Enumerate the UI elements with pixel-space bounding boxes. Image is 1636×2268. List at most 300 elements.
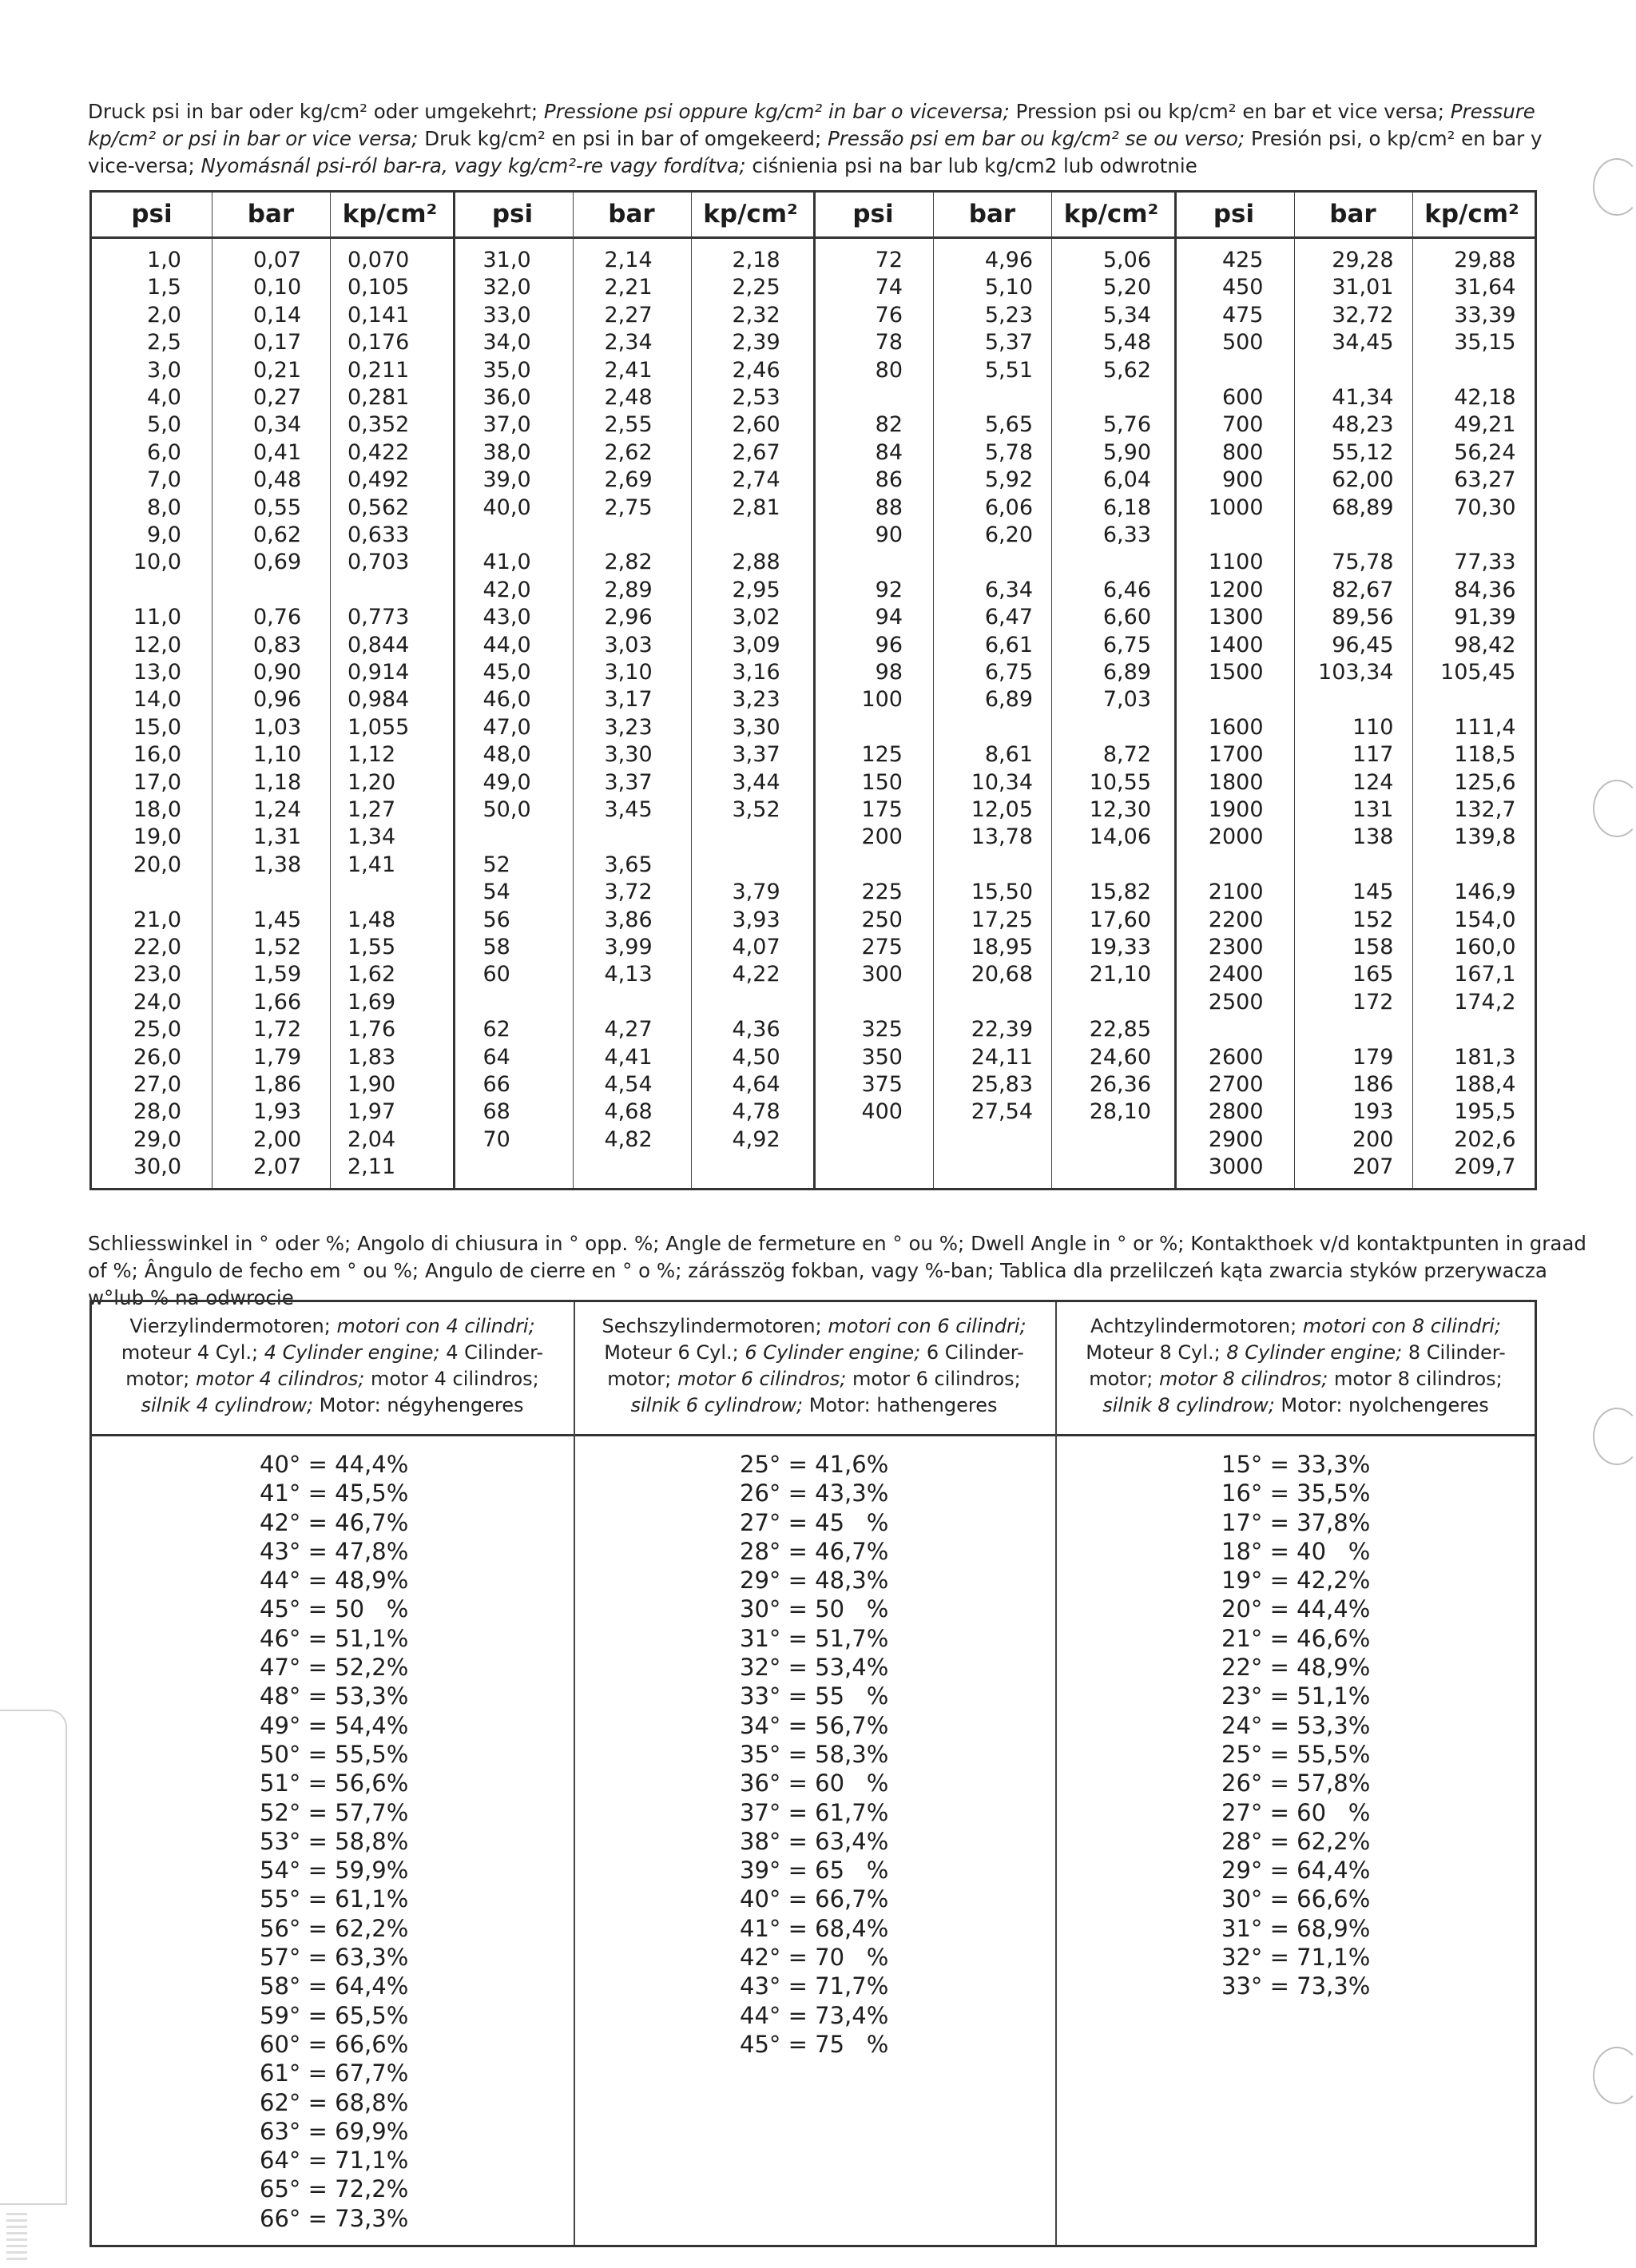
cylinder-column-header (590, 1313, 1038, 1419)
dwell-value: 48° = 53,3% (260, 1682, 409, 1710)
dwell-value: 28° = 46,7% (740, 1537, 889, 1565)
table-cell-psi: 46,0 (482, 687, 531, 713)
dwell-value: 27° = 60 % (1221, 1798, 1371, 1826)
dwell-value: 42° = 46,7% (260, 1508, 409, 1536)
table-cell-bar: 200 (1352, 1126, 1394, 1152)
table-cell-bar: 103,34 (1318, 660, 1394, 685)
table-cell-kpcm2: 1,69 (347, 989, 396, 1015)
text-segment: 6 Cilinder-motor; (607, 1341, 1024, 1390)
table-cell-bar: 2,69 (604, 467, 653, 493)
table-cell-bar: 138 (1352, 824, 1394, 850)
table-cell-bar: 3,65 (604, 852, 653, 877)
dwell-value: 54° = 59,9% (260, 1857, 409, 1885)
text-segment: Nyomásnál psi-ról bar-ra, vagy kg/cm²-re vagy fordítva; (201, 153, 752, 177)
column-header: bar (608, 200, 655, 228)
dwell-value: 21° = 46,6% (1221, 1624, 1371, 1652)
table-cell-kpcm2: 70,30 (1454, 495, 1516, 520)
table-cell-bar: 6,75 (984, 660, 1033, 685)
table-cell-bar: 0,34 (253, 412, 302, 438)
table-cell-kpcm2: 105,45 (1440, 660, 1516, 685)
table-cell-bar: 3,17 (604, 687, 653, 713)
table-cell-psi: 80 (875, 357, 903, 383)
dwell-value: 61° = 67,7% (260, 2059, 409, 2087)
table-cell-psi: 40,0 (482, 495, 531, 520)
table-cell-kpcm2: 0,914 (347, 660, 410, 685)
text-segment: 8 Cylinder engine; (1226, 1341, 1403, 1364)
table-cell-kpcm2: 4,64 (732, 1072, 780, 1097)
table-cell-bar: 6,61 (984, 632, 1033, 657)
dwell-value-list (740, 1450, 915, 2059)
table-cell-kpcm2: 195,5 (1454, 1099, 1516, 1125)
table-cell-kpcm2: 2,18 (732, 248, 780, 272)
dwell-value: 27° = 45 % (740, 1508, 889, 1536)
table-cell-kpcm2: 1,055 (347, 714, 410, 740)
dwell-value: 47° = 52,2% (260, 1654, 409, 1682)
table-cell-psi: 13,0 (133, 660, 181, 685)
dwell-value: 41° = 45,5% (260, 1480, 409, 1507)
text-segment: Druk kg/cm² en psi in bar of omgekeerd; (424, 126, 828, 150)
table-cell-kpcm2: 3,93 (732, 907, 780, 932)
table-cell-kpcm2: 2,32 (732, 302, 780, 328)
table-cell-psi: 800 (1221, 439, 1264, 465)
text-segment: 4 Cylinder engine; (264, 1341, 440, 1364)
table-cell-bar: 4,68 (604, 1099, 653, 1125)
column-header: psi (852, 200, 894, 228)
table-cell-psi: 2100 (1208, 880, 1264, 905)
table-cell-bar: 2,27 (604, 302, 653, 328)
table-cell-kpcm2: 146,9 (1454, 880, 1516, 905)
table-cell-psi: 300 (861, 962, 903, 987)
table-cell-bar: 3,72 (604, 880, 653, 905)
table-cell-kpcm2: 2,67 (732, 439, 780, 465)
table-cell-bar: 1,66 (253, 989, 302, 1015)
table-cell-psi: 225 (861, 880, 903, 905)
table-cell-bar: 24,11 (971, 1044, 1033, 1070)
table-cell-psi: 100 (861, 687, 903, 713)
table-cell-kpcm2: 3,02 (732, 605, 780, 630)
column-header: bar (247, 200, 295, 228)
table-cell-psi: 90 (875, 522, 903, 547)
text-segment: moteur 4 Cyl.; (121, 1341, 264, 1364)
table-cell-kpcm2: 29,88 (1454, 248, 1516, 272)
table-cell-psi: 450 (1221, 275, 1264, 300)
table-cell-bar: 5,78 (984, 439, 1033, 465)
table-cell-psi: 2700 (1208, 1072, 1264, 1097)
table-cell-bar: 48,23 (1332, 412, 1394, 438)
binder-hole (1593, 2047, 1636, 2104)
table-cell-kpcm2: 4,36 (732, 1017, 780, 1043)
table-cell-psi: 1300 (1208, 605, 1264, 630)
table-cell-kpcm2: 181,3 (1454, 1044, 1516, 1070)
table-cell-psi: 2900 (1208, 1126, 1264, 1152)
table-cell-psi: 48,0 (482, 742, 531, 768)
cylinder-column-header (109, 1313, 556, 1419)
table-cell-kpcm2: 35,15 (1454, 330, 1516, 355)
dwell-value: 17° = 37,8% (1221, 1508, 1371, 1536)
table-cell-kpcm2: 0,703 (347, 550, 410, 575)
table-cell-bar: 3,03 (604, 632, 653, 657)
table-cell-bar: 0,90 (253, 660, 302, 685)
table-cell-psi: 38,0 (482, 439, 531, 465)
table-cell-psi: 12,0 (133, 632, 181, 657)
table-cell-kpcm2: 0,176 (347, 330, 410, 355)
table-cell-kpcm2: 0,141 (347, 302, 410, 328)
table-cell-kpcm2: 1,55 (347, 935, 396, 959)
table-cell-bar: 2,82 (604, 550, 653, 575)
table-cell-psi: 22,0 (133, 935, 181, 959)
table-cell-bar: 4,13 (604, 962, 653, 987)
dwell-value: 49° = 54,4% (260, 1711, 409, 1739)
table-cell-kpcm2: 3,37 (732, 742, 780, 768)
text-segment: 6 Cylinder engine; (745, 1341, 921, 1364)
binder-hole (1593, 1408, 1636, 1465)
table-cell-psi: 16,0 (133, 742, 181, 768)
table-cell-bar: 6,89 (984, 687, 1033, 713)
table-cell-psi: 25,0 (133, 1017, 181, 1043)
dwell-value: 58° = 64,4% (260, 1972, 409, 2000)
table-cell-kpcm2: 0,211 (347, 357, 410, 383)
table-cell-bar: 0,07 (253, 248, 302, 272)
text-segment: Druck psi in bar oder kg/cm² oder umgekehrt; (88, 99, 544, 123)
dwell-value: 30° = 50 % (740, 1595, 889, 1623)
table-cell-psi: 175 (861, 797, 903, 822)
table-cell-bar: 1,52 (253, 935, 302, 959)
table-cell-kpcm2: 5,62 (1102, 357, 1151, 383)
table-cell-bar: 0,21 (253, 357, 302, 383)
table-cell-psi: 1800 (1208, 769, 1264, 795)
table-cell-psi: 43,0 (482, 605, 531, 630)
dwell-value: 29° = 64,4% (1221, 1857, 1371, 1885)
dwell-value: 23° = 51,1% (1221, 1682, 1371, 1710)
table-cell-kpcm2: 19,33 (1089, 935, 1151, 959)
binder-hole (1593, 158, 1636, 216)
table-cell-psi: 275 (861, 935, 903, 959)
table-cell-psi: 17,0 (133, 769, 181, 795)
dwell-value: 30° = 66,6% (1221, 1885, 1371, 1913)
table-cell-bar: 2,00 (253, 1126, 302, 1152)
text-segment: Pression psi ou kp/cm² en bar et vice versa; (1015, 99, 1451, 123)
table-cell-psi: 3000 (1208, 1154, 1264, 1180)
dwell-value: 25° = 41,6% (740, 1451, 889, 1478)
table-cell-psi: 2,0 (147, 302, 181, 328)
table-cell-kpcm2: 5,20 (1102, 275, 1151, 300)
dwell-value: 41° = 68,4% (740, 1914, 889, 1942)
table-cell-kpcm2: 0,773 (347, 605, 410, 630)
table-cell-kpcm2: 2,81 (732, 495, 780, 520)
table-cell-bar: 3,99 (604, 935, 653, 959)
dwell-value: 43° = 71,7% (740, 1972, 889, 2000)
table-cell-bar: 34,45 (1332, 330, 1394, 355)
table-cell-bar: 4,41 (604, 1044, 653, 1070)
table-cell-bar: 3,10 (604, 660, 653, 685)
table-cell-psi: 60 (482, 962, 510, 987)
table-cell-psi: 15,0 (133, 714, 181, 740)
table-cell-kpcm2: 2,04 (347, 1126, 396, 1152)
cylinder-column-header (1072, 1313, 1519, 1419)
table-cell-psi: 74 (875, 275, 903, 300)
text-segment: motor 4 cilindros; (195, 1368, 365, 1390)
table-cell-kpcm2: 15,82 (1089, 880, 1151, 905)
text-segment: motor 6 cilindros; (846, 1368, 1021, 1390)
dwell-value: 33° = 55 % (740, 1682, 889, 1710)
dwell-value: 42° = 70 % (740, 1944, 889, 1972)
table-cell-bar: 0,27 (253, 385, 302, 410)
table-cell-bar: 2,34 (604, 330, 653, 355)
column-divider (1055, 1302, 1057, 2245)
dwell-value: 40° = 66,7% (740, 1885, 889, 1913)
text-segment: silnik 6 cylindrow; (630, 1394, 804, 1416)
dwell-value: 35° = 58,3% (740, 1740, 889, 1768)
table-cell-bar: 179 (1352, 1044, 1394, 1070)
dwell-value: 33° = 73,3% (1221, 1972, 1371, 2000)
text-segment: silnik 4 cylindrow; (141, 1394, 314, 1416)
dwell-value: 20° = 44,4% (1221, 1595, 1371, 1623)
scan-edge-mark (6, 2213, 27, 2261)
table-cell-kpcm2: 1,27 (347, 797, 396, 822)
dwell-value: 31° = 68,9% (1221, 1914, 1371, 1942)
table-cell-bar: 2,96 (604, 605, 653, 630)
table-cell-psi: 14,0 (133, 687, 181, 713)
table-cell-psi: 400 (861, 1099, 903, 1125)
table-cell-kpcm2: 6,04 (1102, 467, 1151, 493)
text-segment: Motor: nyolchengeres (1274, 1394, 1489, 1416)
table-cell-bar: 75,78 (1332, 550, 1394, 575)
table-cell-kpcm2: 188,4 (1454, 1072, 1516, 1097)
table-cell-kpcm2: 1,83 (347, 1044, 396, 1070)
table-cell-bar: 4,82 (604, 1126, 653, 1152)
dwell-value: 29° = 48,3% (740, 1567, 889, 1595)
table-cell-bar: 2,41 (604, 357, 653, 383)
text-segment: motori con 8 cilindri; (1302, 1315, 1501, 1337)
table-cell-bar: 3,30 (604, 742, 653, 768)
table-cell-bar: 0,83 (253, 632, 302, 657)
column-divider (574, 1302, 575, 2245)
table-cell-kpcm2: 77,33 (1454, 550, 1516, 575)
table-cell-psi: 23,0 (133, 962, 181, 987)
table-cell-bar: 0,10 (253, 275, 302, 300)
table-cell-bar: 17,25 (971, 907, 1033, 932)
table-cell-kpcm2: 6,75 (1102, 632, 1151, 657)
table-cell-bar: 0,76 (253, 605, 302, 630)
table-cell-psi: 31,0 (482, 248, 531, 272)
text-segment: silnik 8 cylindrow; (1102, 1394, 1275, 1416)
table-cell-kpcm2: 4,22 (732, 962, 780, 987)
table-cell-kpcm2: 3,52 (732, 797, 780, 822)
text-segment: motor 6 cilindros; (677, 1368, 847, 1390)
dwell-value: 32° = 53,4% (740, 1654, 889, 1682)
table-cell-bar: 6,34 (984, 577, 1033, 602)
table-cell-kpcm2: 4,92 (732, 1126, 780, 1152)
table-cell-psi: 6,0 (147, 439, 181, 465)
table-cell-kpcm2: 118,5 (1454, 742, 1516, 768)
dwell-value: 45° = 75 % (740, 2030, 889, 2058)
table-cell-kpcm2: 0,422 (347, 439, 410, 465)
table-cell-kpcm2: 132,7 (1454, 797, 1516, 822)
table-cell-kpcm2: 1,90 (347, 1072, 396, 1097)
table-cell-bar: 27,54 (971, 1099, 1033, 1125)
table-cell-bar: 4,54 (604, 1072, 653, 1097)
table-cell-psi: 20,0 (133, 852, 181, 877)
table-cell-psi: 62 (482, 1017, 510, 1043)
table-cell-bar: 3,37 (604, 769, 653, 795)
pressure-conversion-table (89, 190, 1537, 1190)
table-cell-kpcm2: 2,39 (732, 330, 780, 355)
table-cell-psi: 64 (482, 1044, 510, 1070)
table-cell-bar: 20,68 (971, 962, 1033, 987)
table-cell-kpcm2: 1,12 (347, 742, 396, 768)
table-cell-kpcm2: 7,03 (1102, 687, 1151, 713)
table-cell-bar: 2,89 (604, 577, 653, 602)
table-cell-bar: 2,62 (604, 439, 653, 465)
dwell-value: 66° = 73,3% (260, 2204, 409, 2232)
dwell-value: 55° = 61,1% (260, 1885, 409, 1913)
table-cell-bar: 145 (1352, 880, 1394, 905)
table-cell-psi: 1100 (1208, 550, 1264, 575)
dwell-value: 51° = 56,6% (260, 1770, 409, 1797)
table-cell-bar: 96,45 (1332, 632, 1394, 657)
table-cell-kpcm2: 28,10 (1089, 1099, 1151, 1125)
table-cell-bar: 1,31 (253, 824, 302, 850)
dwell-value: 65° = 72,2% (260, 2175, 409, 2203)
table-cell-psi: 52 (482, 852, 510, 877)
table-cell-psi: 150 (861, 769, 903, 795)
table-cell-bar: 2,55 (604, 412, 653, 438)
dwell-value: 40° = 44,4% (260, 1451, 409, 1478)
table-cell-psi: 125 (861, 742, 903, 768)
table-cell-psi: 350 (861, 1044, 903, 1070)
table-cell-psi: 1500 (1208, 660, 1264, 685)
column-header: psi (1213, 200, 1255, 228)
table-cell-bar: 5,10 (984, 275, 1033, 300)
table-cell-psi: 11,0 (133, 605, 181, 630)
dwell-value: 39° = 65 % (740, 1857, 889, 1885)
text-segment: Motor: négyhengeres (313, 1394, 524, 1416)
dwell-value-list (1221, 1450, 1397, 2001)
table-cell-psi: 18,0 (133, 797, 181, 822)
table-cell-bar: 6,47 (984, 605, 1033, 630)
table-cell-psi: 26,0 (133, 1044, 181, 1070)
table-cell-bar: 18,95 (971, 935, 1033, 959)
column-header: bar (968, 200, 1016, 228)
table-cell-bar: 5,51 (984, 357, 1033, 383)
table-cell-kpcm2: 98,42 (1454, 632, 1516, 657)
table-cell-psi: 28,0 (133, 1099, 181, 1125)
text-segment: 8 Cilinder-motor; (1089, 1341, 1506, 1390)
column-divider (691, 193, 692, 1188)
dwell-value-list (260, 1450, 435, 2233)
table-cell-psi: 29,0 (133, 1126, 181, 1152)
table-cell-kpcm2: 42,18 (1454, 385, 1516, 410)
table-cell-psi: 2300 (1208, 935, 1264, 959)
table-cell-psi: 82 (875, 412, 903, 438)
table-cell-kpcm2: 1,41 (347, 852, 396, 877)
table-cell-kpcm2: 2,25 (732, 275, 780, 300)
table-cell-psi: 86 (875, 467, 903, 493)
table-cell-bar: 1,59 (253, 962, 302, 987)
table-cell-psi: 3,0 (147, 357, 181, 383)
table-cell-bar: 41,34 (1332, 385, 1394, 410)
dwell-value: 24° = 53,3% (1221, 1711, 1371, 1739)
table-cell-kpcm2: 84,36 (1454, 577, 1516, 602)
text-segment: Moteur 6 Cyl.; (604, 1341, 745, 1364)
column-header: bar (1329, 200, 1376, 228)
table-cell-bar: 5,37 (984, 330, 1033, 355)
table-cell-kpcm2: 5,06 (1102, 248, 1151, 272)
table-cell-kpcm2: 154,0 (1454, 907, 1516, 932)
table-cell-kpcm2: 2,53 (732, 385, 780, 410)
table-cell-psi: 1,5 (147, 275, 181, 300)
table-cell-psi: 98 (875, 660, 903, 685)
table-cell-psi: 2800 (1208, 1099, 1264, 1125)
table-cell-kpcm2: 2,95 (732, 577, 780, 602)
group-divider (453, 193, 455, 1188)
table-cell-psi: 1700 (1208, 742, 1264, 768)
table-cell-psi: 2600 (1208, 1044, 1264, 1070)
table-cell-psi: 1400 (1208, 632, 1264, 657)
text-segment: Pressão psi em bar ou kg/cm² se ou verso; (828, 126, 1251, 150)
table-cell-kpcm2: 31,64 (1454, 275, 1516, 300)
table-cell-kpcm2: 1,97 (347, 1099, 396, 1125)
table-cell-kpcm2: 49,21 (1454, 412, 1516, 438)
table-cell-bar: 68,89 (1332, 495, 1394, 520)
dwell-value: 22° = 48,9% (1221, 1654, 1371, 1682)
table-cell-psi: 500 (1221, 330, 1264, 355)
table-cell-bar: 55,12 (1332, 439, 1394, 465)
table-cell-psi: 44,0 (482, 632, 531, 657)
table-cell-bar: 0,14 (253, 302, 302, 328)
table-cell-kpcm2: 6,89 (1102, 660, 1151, 685)
table-cell-bar: 31,01 (1332, 275, 1394, 300)
dwell-value: 46° = 51,1% (260, 1624, 409, 1652)
table-cell-bar: 0,55 (253, 495, 302, 520)
table-cell-bar: 5,92 (984, 467, 1033, 493)
table-cell-kpcm2: 5,90 (1102, 439, 1151, 465)
table-cell-psi: 47,0 (482, 714, 531, 740)
dwell-value: 57° = 63,3% (260, 1944, 409, 1972)
table-cell-bar: 2,48 (604, 385, 653, 410)
table-cell-kpcm2: 3,44 (732, 769, 780, 795)
table-cell-kpcm2: 12,30 (1089, 797, 1151, 822)
table-cell-bar: 0,96 (253, 687, 302, 713)
table-cell-bar: 0,69 (253, 550, 302, 575)
text-segment: Achtzylindermotoren; (1090, 1315, 1303, 1337)
table-cell-psi: 200 (861, 824, 903, 850)
table-cell-kpcm2: 17,60 (1089, 907, 1151, 932)
table-cell-bar: 3,23 (604, 714, 653, 740)
dwell-value: 56° = 62,2% (260, 1914, 409, 1942)
table-cell-psi: 2200 (1208, 907, 1264, 932)
table-cell-kpcm2: 6,46 (1102, 577, 1151, 602)
table-cell-psi: 2500 (1208, 989, 1264, 1015)
table-cell-bar: 4,96 (984, 248, 1033, 272)
table-cell-psi: 19,0 (133, 824, 181, 850)
dwell-angle-table (89, 1300, 1537, 2247)
binder-hole (1593, 780, 1636, 837)
dwell-value: 38° = 63,4% (740, 1827, 889, 1855)
table-cell-bar: 15,50 (971, 880, 1033, 905)
table-cell-bar: 1,93 (253, 1099, 302, 1125)
table-cell-psi: 96 (875, 632, 903, 657)
dwell-value: 50° = 55,5% (260, 1740, 409, 1768)
text-segment: Sechszylindermotoren; (602, 1315, 828, 1337)
table-cell-psi: 37,0 (482, 412, 531, 438)
table-cell-bar: 6,06 (984, 495, 1033, 520)
dwell-value: 19° = 42,2% (1221, 1567, 1371, 1595)
table-cell-kpcm2: 5,76 (1102, 412, 1151, 438)
table-cell-bar: 0,62 (253, 522, 302, 547)
table-cell-kpcm2: 14,06 (1089, 824, 1151, 850)
table-cell-bar: 8,61 (984, 742, 1033, 768)
